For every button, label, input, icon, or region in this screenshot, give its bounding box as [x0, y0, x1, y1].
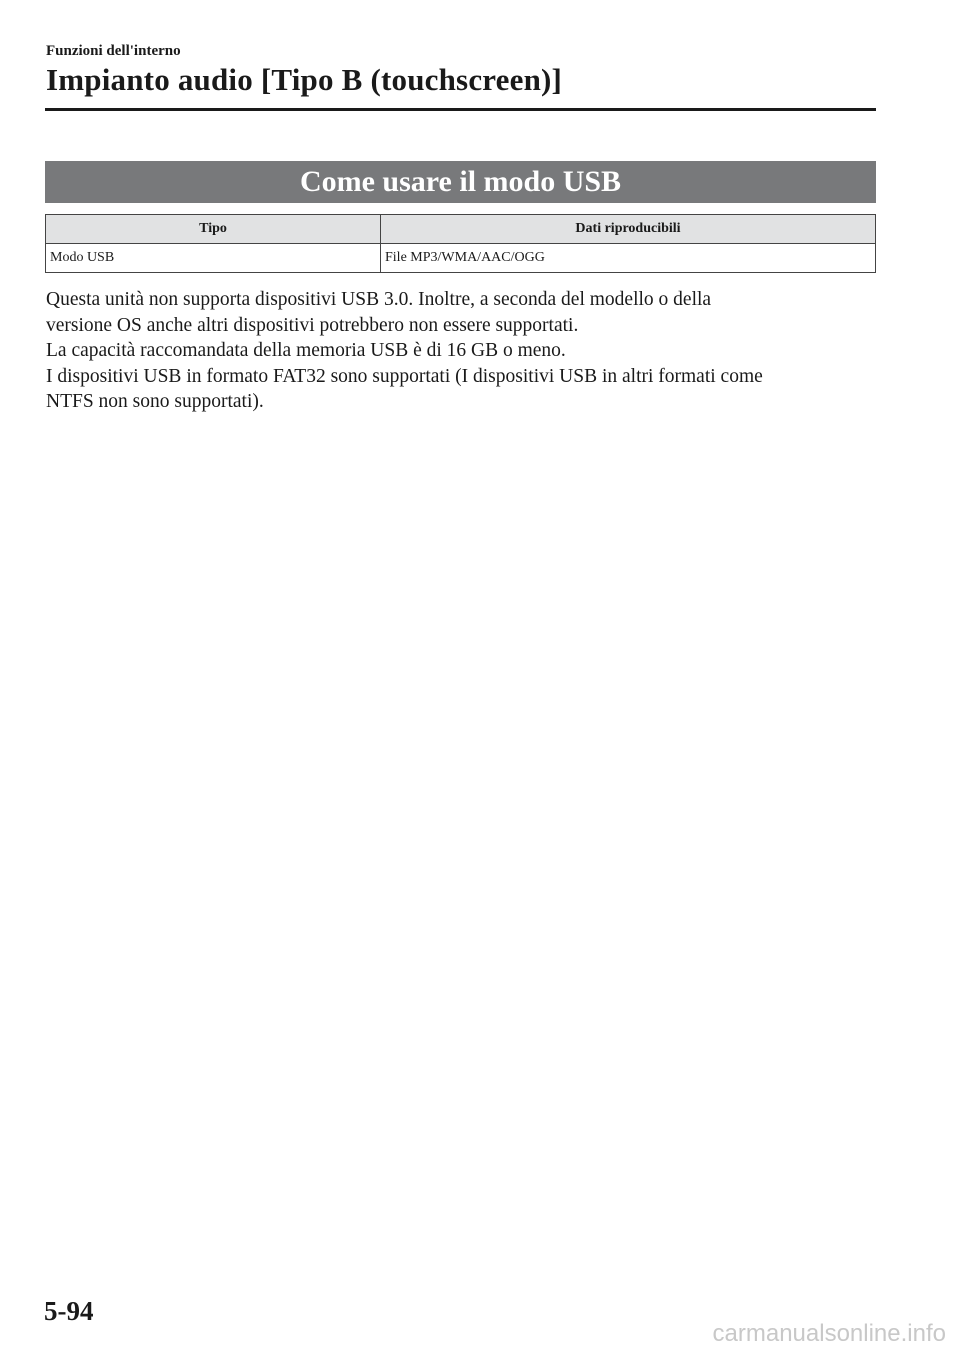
body-line: Questa unità non supporta dispositivi USB 3.0. Inoltre, a seconda del modello o della [46, 289, 712, 310]
chapter-label: Funzioni dell'interno [46, 43, 181, 59]
table-header-row [46, 215, 876, 244]
table-cell-type: Modo USB [46, 244, 381, 273]
body-text [46, 287, 886, 415]
playable-data-table [45, 214, 876, 273]
body-line: I dispositivi USB in formato FAT32 sono supportati (I dispositivi USB in altri formati come [46, 365, 763, 387]
column-header-playable-data: Dati riproducibili [381, 215, 876, 244]
page-number: 5-94 [44, 1296, 94, 1326]
body-line: La capacità raccomandata della memoria USB è di 16 GB o meno. [46, 340, 566, 362]
table-cell-playable-data: File MP3/WMA/AAC/OGG [381, 244, 876, 273]
topic-banner: Come usare il modo USB [45, 161, 876, 203]
section-title: Impianto audio [Tipo B (touchscreen)] [46, 62, 563, 97]
column-header-type: Tipo [46, 215, 381, 244]
watermark-text: carmanualsonline.info [712, 1320, 946, 1347]
body-line: NTFS non sono supportati). [46, 391, 264, 413]
body-line: versione OS anche altri dispositivi potrebbero non essere supportati. [46, 314, 579, 336]
title-divider [45, 108, 876, 111]
table-row [46, 244, 876, 273]
